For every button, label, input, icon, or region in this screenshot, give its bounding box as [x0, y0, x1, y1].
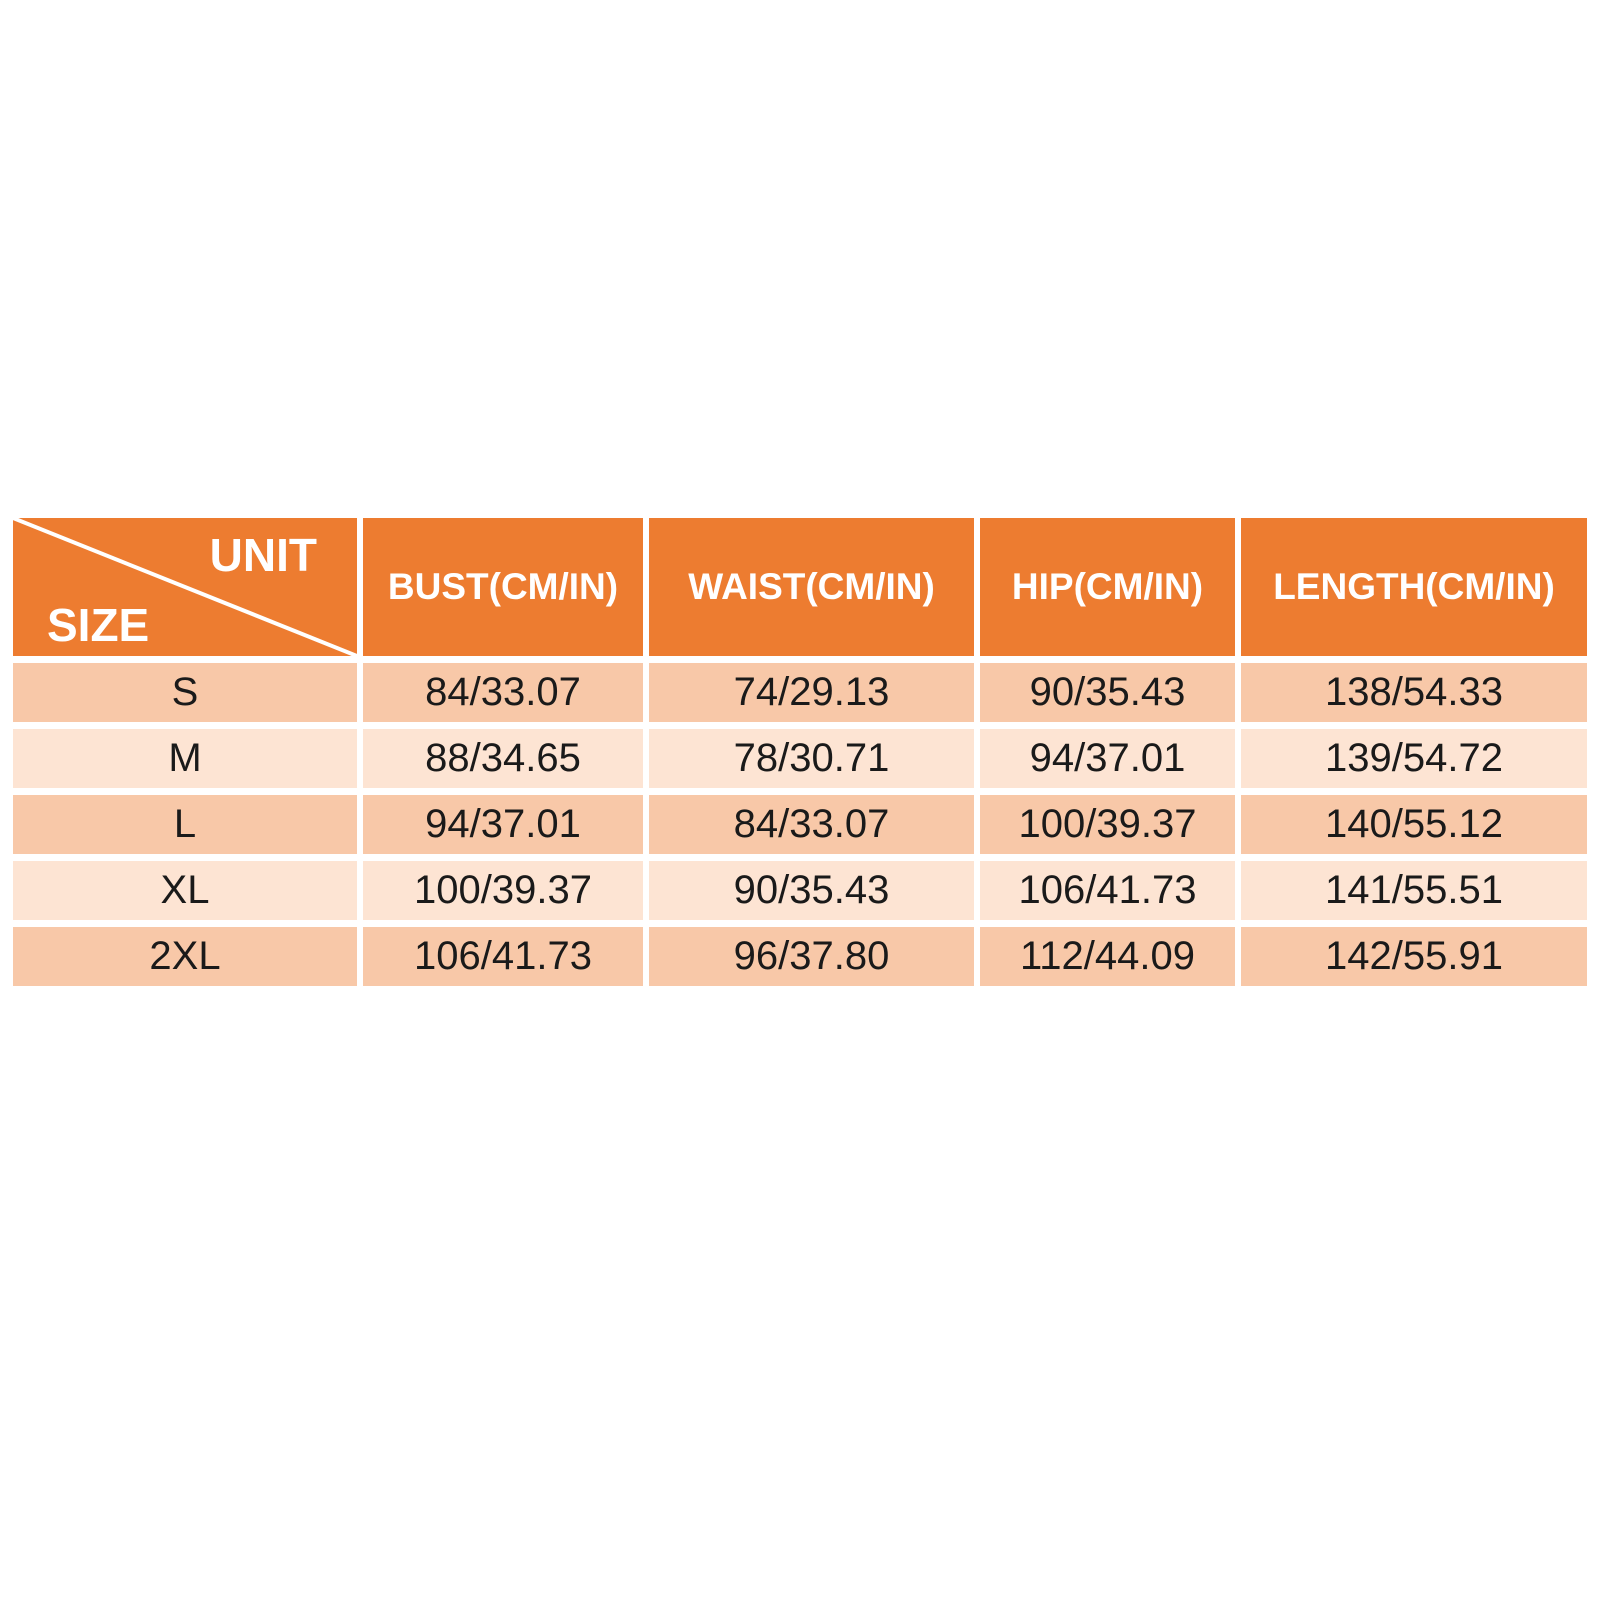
column-header-waist: WAIST(CM/IN) [649, 518, 974, 656]
bust-cell: 100/39.37 [363, 861, 643, 920]
size-cell: S [13, 663, 357, 722]
waist-cell: 90/35.43 [649, 861, 974, 920]
length-cell: 138/54.33 [1241, 663, 1587, 722]
length-cell: 142/55.91 [1241, 927, 1587, 986]
corner-size-label: SIZE [47, 599, 150, 651]
bust-cell: 84/33.07 [363, 663, 643, 722]
size-cell: 2XL [13, 927, 357, 986]
corner-header-cell [13, 518, 357, 656]
hip-cell: 90/35.43 [980, 663, 1235, 722]
size-cell: M [13, 729, 357, 788]
length-cell: 141/55.51 [1241, 861, 1587, 920]
hip-cell: 100/39.37 [980, 795, 1235, 854]
waist-cell: 78/30.71 [649, 729, 974, 788]
size-cell: XL [13, 861, 357, 920]
length-cell: 140/55.12 [1241, 795, 1587, 854]
waist-cell: 74/29.13 [649, 663, 974, 722]
column-header-hip: HIP(CM/IN) [980, 518, 1235, 656]
size-chart-table [13, 518, 1587, 986]
hip-cell: 94/37.01 [980, 729, 1235, 788]
size-cell: L [13, 795, 357, 854]
corner-unit-label: UNIT [209, 529, 317, 581]
waist-cell: 96/37.80 [649, 927, 974, 986]
bust-cell: 94/37.01 [363, 795, 643, 854]
waist-cell: 84/33.07 [649, 795, 974, 854]
bust-cell: 88/34.65 [363, 729, 643, 788]
hip-cell: 106/41.73 [980, 861, 1235, 920]
column-header-length: LENGTH(CM/IN) [1241, 518, 1587, 656]
bust-cell: 106/41.73 [363, 927, 643, 986]
hip-cell: 112/44.09 [980, 927, 1235, 986]
length-cell: 139/54.72 [1241, 729, 1587, 788]
column-header-bust: BUST(CM/IN) [363, 518, 643, 656]
